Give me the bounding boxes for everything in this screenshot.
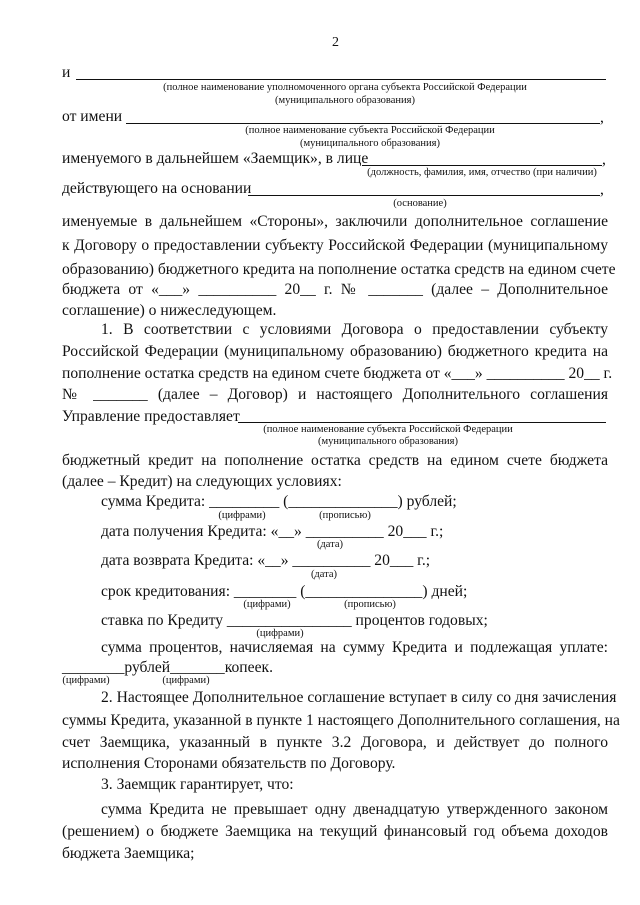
- clause1-line-1: 1. В соответствии с условиями Договора о предоставлении субъекту: [101, 321, 608, 338]
- clause2-line-4: исполнения Сторонами обязательств по Договору.: [62, 755, 396, 772]
- clause3-line-2: (решением) о бюджете Заемщика на текущий финансовый год объема доходов: [62, 823, 608, 840]
- amount-caption-digits: (цифрами): [218, 510, 266, 521]
- credit-line-1: бюджетный кредит на пополнение остатка средств на едином счете бюджета: [62, 452, 608, 469]
- intro-line-1: именуемые в дальнейшем «Стороны», заключили дополнительное соглашение: [62, 213, 608, 230]
- loan-amount-term: сумма Кредита: _________ (______________) рублей;: [101, 493, 457, 510]
- clause1-line-2: Российской Федерации (муниципальному образованию) бюджетного кредита на: [62, 343, 608, 360]
- term-caption-digits: (цифрами): [243, 599, 291, 610]
- receive-date-caption: (дата): [316, 539, 344, 550]
- rate-caption: (цифрами): [256, 628, 304, 639]
- clause3-line-1: сумма Кредита не превышает одну двенадцатую утвержденного законом: [101, 801, 608, 818]
- clause2-line-3: счет Заемщика, указанный в пункте 3.2 Договора, и действует до полного: [62, 734, 608, 751]
- management-label: Управление предоставляет: [62, 408, 240, 425]
- interest-amount-line-1: сумма процентов, начисляемая на сумму Кредита и подлежащая уплате:: [101, 639, 608, 656]
- credit-line-2: (далее – Кредит) на следующих условиях:: [62, 473, 342, 490]
- intro-line-4: бюджета от «___» __________ 20__ г. № _______ (далее – Дополнительное: [62, 281, 608, 298]
- clause2-line-2: суммы Кредита, указанной в пункте 1 настоящего Дополнительного соглашения, на: [62, 712, 620, 729]
- return-date-term: дата возврата Кредита: «__» __________ 20___ г.;: [101, 552, 431, 569]
- subject-caption-2: (муниципального образования): [300, 138, 440, 149]
- management-caption-2: (муниципального образования): [318, 436, 458, 447]
- intro-line-2: к Договору о предоставлении субъекту Российской Федерации (муниципальному: [62, 237, 608, 254]
- interest-rate-term: ставка по Кредиту ________________ процентов годовых;: [101, 612, 488, 629]
- authority-caption-2: (муниципального образования): [275, 95, 415, 106]
- on-behalf-label: от имени: [62, 108, 123, 125]
- loan-term: срок кредитования: ________ (_______________) дней;: [101, 583, 468, 600]
- person-caption: (должность, фамилия, имя, отчество (при наличии): [367, 167, 597, 178]
- and-word: и: [62, 64, 71, 81]
- subject-caption-1: (полное наименование субъекта Российской Федерации: [245, 125, 495, 136]
- intro-line-5: соглашение) о нижеследующем.: [62, 302, 277, 319]
- borrower-line: именуемого в дальнейшем «Заемщик», в лице: [62, 150, 369, 167]
- on-behalf-comma: ,: [600, 109, 604, 126]
- clause3-heading: 3. Заемщик гарантирует, что:: [101, 776, 294, 793]
- return-date-caption: (дата): [310, 569, 338, 580]
- interest-caption-1: (цифрами): [62, 675, 110, 686]
- term-caption-words: (прописью): [344, 599, 396, 610]
- basis-caption: (основание): [393, 198, 447, 209]
- management-caption-1: (полное наименование субъекта Российской Федерации: [263, 424, 513, 435]
- clause1-line-3: пополнение остатка средств на едином счете бюджета от «___» __________ 20__ г.: [62, 365, 613, 382]
- clause1-line-4: № _______ (далее – Договор) и настоящего Дополнительного соглашения: [62, 386, 608, 403]
- page-number: 2: [332, 35, 339, 50]
- basis-blank-line: [248, 195, 600, 196]
- person-blank-line: [362, 165, 602, 166]
- clause2-line-1: 2. Настоящее Дополнительное соглашение вступает в силу со дня зачисления: [101, 689, 617, 706]
- interest-caption-2: (цифрами): [162, 675, 210, 686]
- acting-line: действующего на основании: [62, 180, 252, 197]
- authority-caption-1: (полное наименование уполномоченного органа субъекта Российской Федерации: [163, 82, 527, 93]
- acting-comma: ,: [600, 181, 604, 198]
- clause3-line-3: бюджета Заемщика;: [62, 845, 195, 862]
- receive-date-term: дата получения Кредита: «__» __________ 20___ г.;: [101, 523, 444, 540]
- intro-line-3: образованию) бюджетного кредита на пополнение остатка средств на едином счете: [62, 261, 616, 278]
- management-blank-line: [238, 422, 606, 423]
- borrower-comma: ,: [602, 151, 606, 168]
- subject-blank-line: [126, 123, 600, 124]
- interest-amount-line-2: ________рублей_______копеек.: [62, 659, 273, 676]
- amount-caption-words: (прописью): [319, 510, 371, 521]
- authority-blank-line: [76, 79, 606, 80]
